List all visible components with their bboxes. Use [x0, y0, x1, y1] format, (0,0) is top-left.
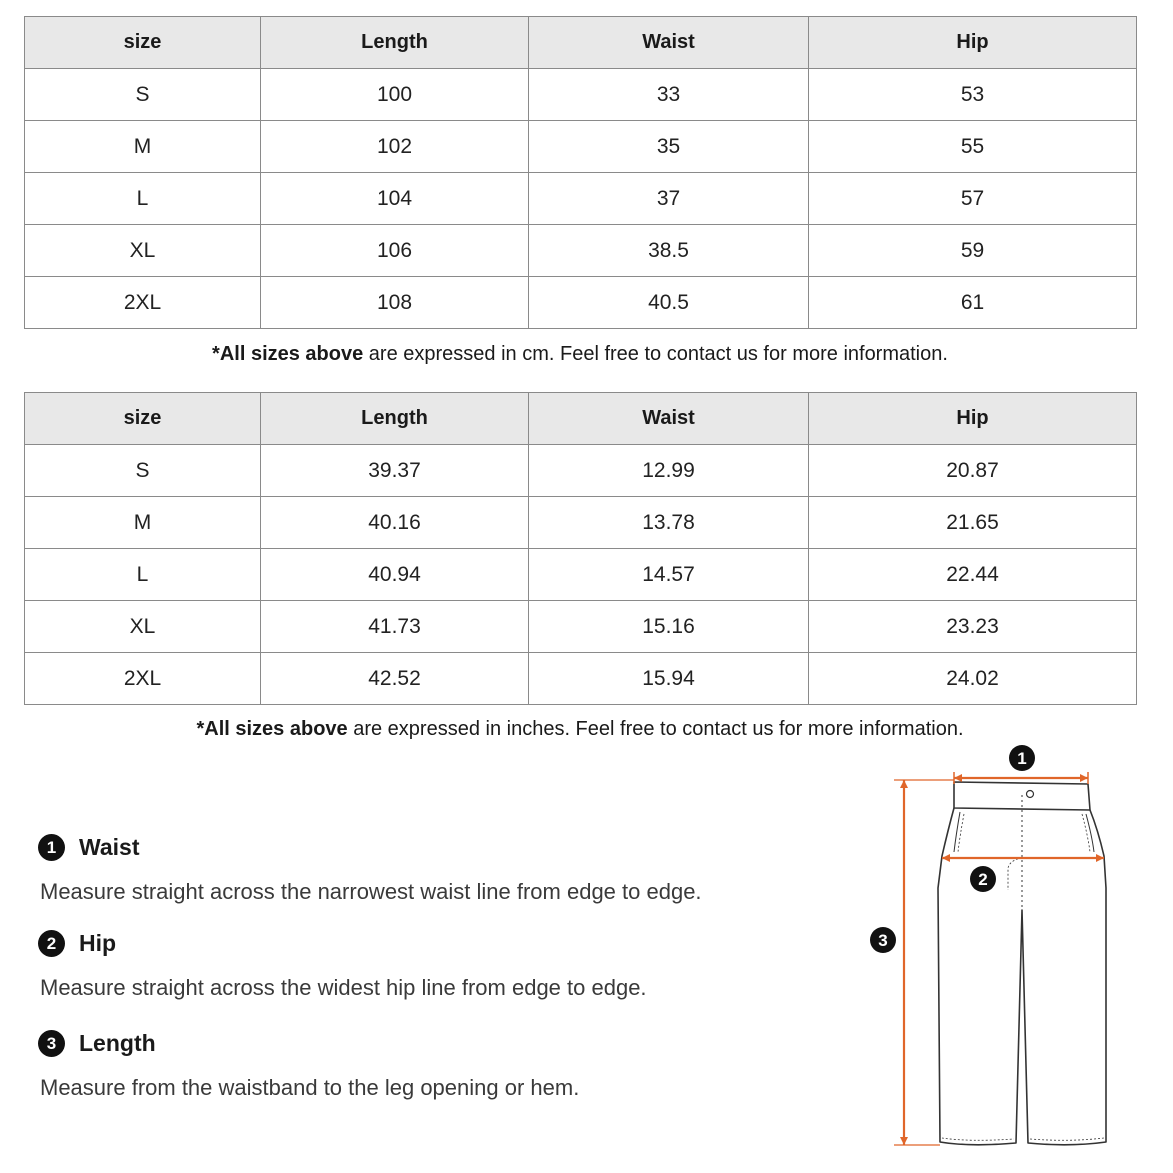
cell-hip: 22.44: [809, 549, 1137, 601]
numbered-circle-icon: [970, 866, 996, 892]
cell-waist: 40.5: [529, 277, 809, 329]
units-note-cm: [0, 343, 1160, 366]
cell-length: 100: [261, 69, 529, 121]
cell-hip: 55: [809, 121, 1137, 173]
note-text: are expressed in inches. Feel free to contact us for more information.: [347, 718, 964, 740]
cell-size: M: [25, 121, 261, 173]
numbered-circle-icon: 2: [38, 930, 65, 957]
cell-size: 2XL: [25, 277, 261, 329]
note-text: are expressed in cm. Feel free to contact us for more information.: [363, 343, 948, 365]
cell-size: M: [25, 497, 261, 549]
cell-size: XL: [25, 225, 261, 277]
numbered-circle-icon: 3: [38, 1030, 65, 1057]
cell-waist: 37: [529, 173, 809, 225]
cell-length: 108: [261, 277, 529, 329]
header-hip: Hip: [809, 393, 1137, 445]
cell-waist: 15.94: [529, 653, 809, 705]
cell-length: 40.16: [261, 497, 529, 549]
pants-outline-icon: [938, 782, 1106, 1145]
cell-size: L: [25, 549, 261, 601]
cell-size: L: [25, 173, 261, 225]
cell-length: 106: [261, 225, 529, 277]
guide-title: [38, 834, 702, 861]
table-row: [25, 225, 1137, 277]
table-row: [25, 173, 1137, 225]
pants-measurement-diagram: [860, 740, 1140, 1160]
header-size: size: [25, 17, 261, 69]
measure-guide-hip: [38, 930, 647, 1001]
cell-waist: 15.16: [529, 601, 809, 653]
cell-size: XL: [25, 601, 261, 653]
guide-title: [38, 1030, 579, 1057]
size-table-cm: [24, 16, 1137, 329]
measure-lines: [894, 772, 1104, 1145]
cell-length: 39.37: [261, 445, 529, 497]
cell-waist: 33: [529, 69, 809, 121]
cell-size: S: [25, 445, 261, 497]
numbered-circle-icon: [870, 927, 896, 953]
table-row: [25, 69, 1137, 121]
cell-waist: 13.78: [529, 497, 809, 549]
table-row: [25, 549, 1137, 601]
diagram-marker-1: 1: [1017, 749, 1027, 768]
header-size: size: [25, 393, 261, 445]
header-length: Length: [261, 17, 529, 69]
table-row: [25, 445, 1137, 497]
header-waist: Waist: [529, 393, 809, 445]
cell-hip: 53: [809, 69, 1137, 121]
cell-waist: 12.99: [529, 445, 809, 497]
size-table-inches: [24, 392, 1137, 705]
cell-size: 2XL: [25, 653, 261, 705]
units-note-inches: [0, 718, 1160, 741]
measure-guide-length: [38, 1030, 579, 1101]
cell-length: 102: [261, 121, 529, 173]
table-header-row: [25, 393, 1137, 445]
guide-description: Measure from the waistband to the leg opening or hem.: [40, 1075, 580, 1100]
table-row: [25, 497, 1137, 549]
header-length: Length: [261, 393, 529, 445]
guide-title-text: Length: [79, 1030, 156, 1056]
cell-length: 41.73: [261, 601, 529, 653]
cell-size: S: [25, 69, 261, 121]
cell-hip: 23.23: [809, 601, 1137, 653]
cell-length: 104: [261, 173, 529, 225]
cell-length: 42.52: [261, 653, 529, 705]
cell-hip: 61: [809, 277, 1137, 329]
table-row: [25, 653, 1137, 705]
table-row: [25, 601, 1137, 653]
guide-description: Measure straight across the narrowest waist line from edge to edge.: [40, 879, 702, 904]
table-row: [25, 121, 1137, 173]
header-waist: Waist: [529, 17, 809, 69]
diagram-marker-3: 3: [878, 931, 888, 950]
cell-hip: 20.87: [809, 445, 1137, 497]
table-row: [25, 277, 1137, 329]
cell-hip: 57: [809, 173, 1137, 225]
cell-hip: 59: [809, 225, 1137, 277]
cell-waist: 14.57: [529, 549, 809, 601]
note-bold: *All sizes above: [196, 718, 348, 740]
cell-hip: 24.02: [809, 653, 1137, 705]
cell-hip: 21.65: [809, 497, 1137, 549]
diagram-marker-2: 2: [978, 870, 988, 889]
numbered-circle-icon: 1: [38, 834, 65, 861]
table-header-row: [25, 17, 1137, 69]
guide-title-text: Hip: [79, 930, 117, 956]
cell-length: 40.94: [261, 549, 529, 601]
guide-title: [38, 930, 647, 957]
numbered-circle-icon: [1009, 745, 1035, 771]
guide-title-text: Waist: [79, 834, 140, 860]
guide-description: Measure straight across the widest hip line from edge to edge.: [40, 975, 647, 1000]
note-bold: *All sizes above: [212, 343, 364, 365]
header-hip: Hip: [809, 17, 1137, 69]
measure-guide-waist: [38, 834, 702, 905]
cell-waist: 35: [529, 121, 809, 173]
cell-waist: 38.5: [529, 225, 809, 277]
